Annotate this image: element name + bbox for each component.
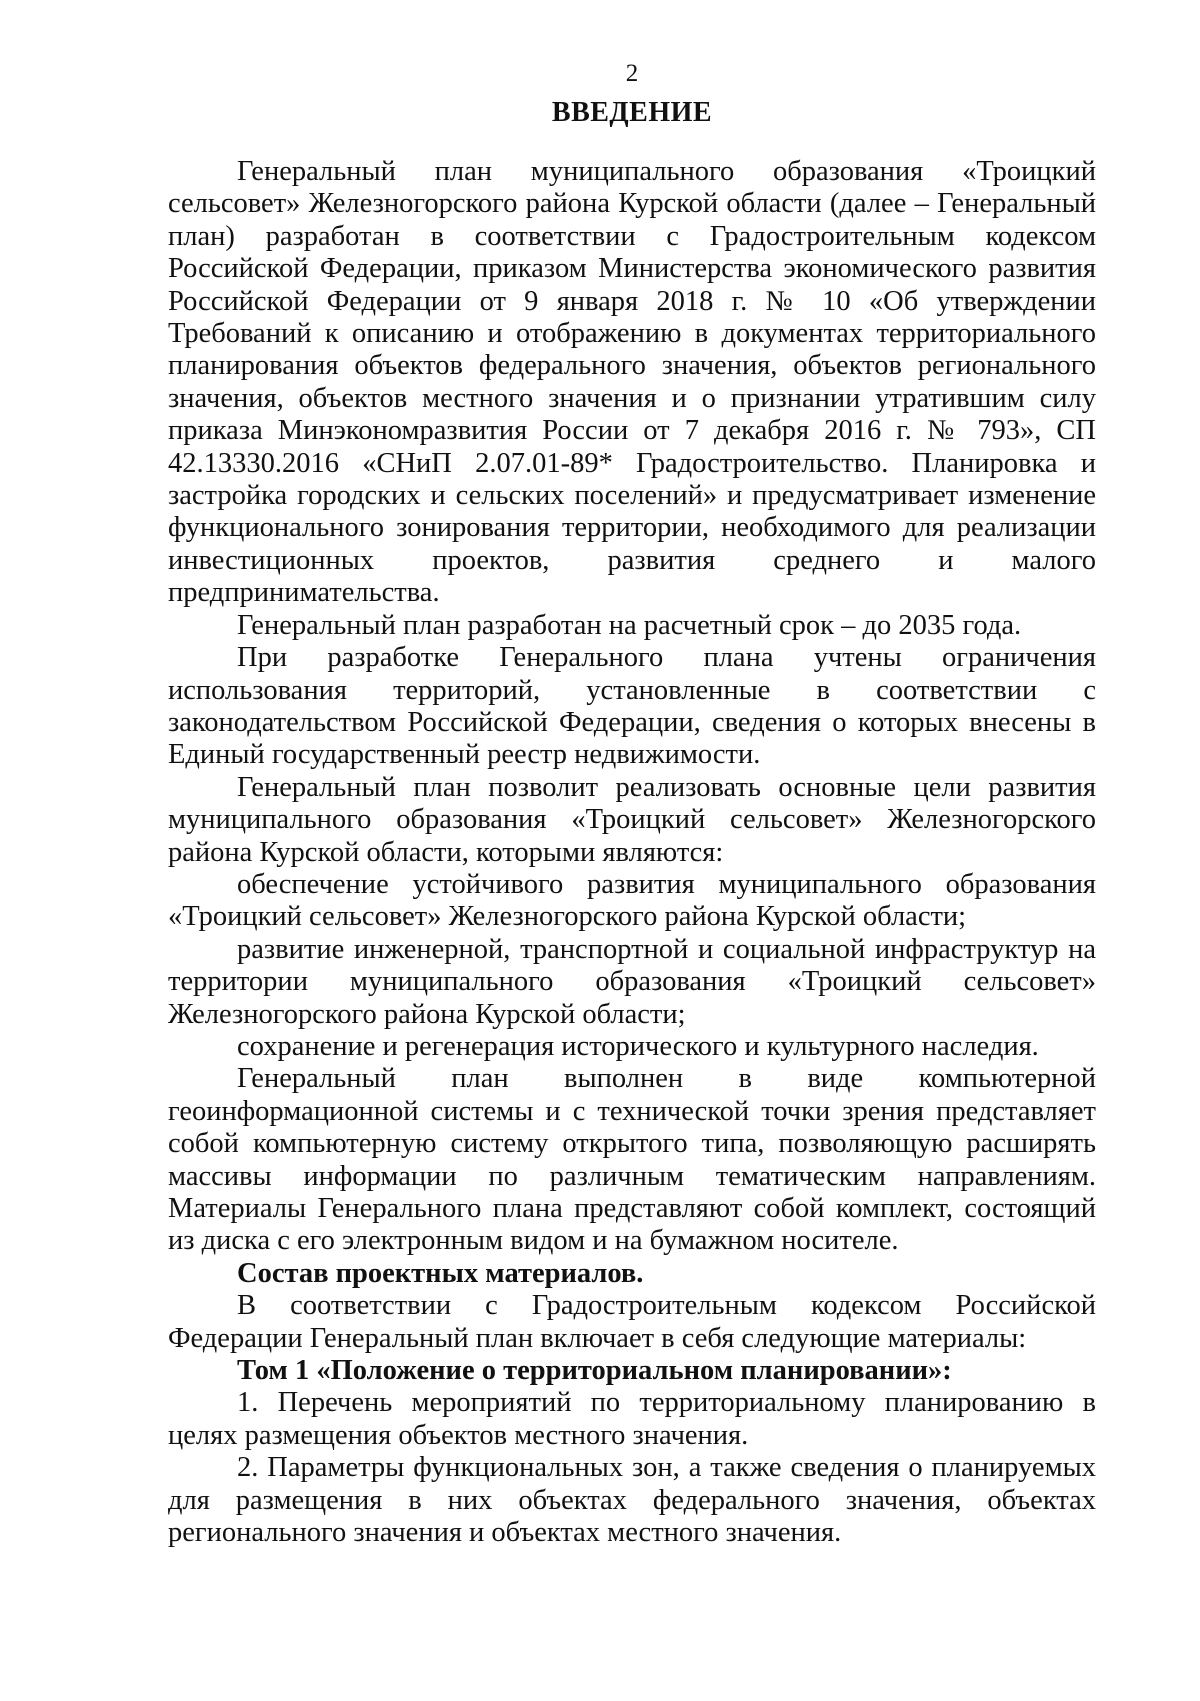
list-item-2: 2. Параметры функциональных зон, а также сведения о планируемых для размещения в них объектах федерального значения, объектах регионального значения и объектах местного значения.: [168, 1452, 1096, 1549]
paragraph-gis: Генеральный план выполнен в виде компьютерной геоинформационной системы и с технической точки зрения представляет собой компьютерную систему открытого типа, позволяющую расширять массивы информации по различным тематическим направлениям. Материалы Генерального плана представляют собой комплект, состоящий из диска с его электронным видом и на бумажном носителе.: [168, 1063, 1096, 1257]
paragraph-term: Генеральный план разработан на расчетный срок – до 2035 года.: [237, 609, 1022, 641]
paragraph-goal-1: обеспечение устойчивого развития муниципального образования «Троицкий сельсовет» Железногорского района Курской области;: [168, 868, 1096, 933]
heading-materials: Состав проектных материалов.: [237, 1257, 644, 1289]
list-item-1: 1. Перечень мероприятий по территориальному планированию в целях размещения объектов местного значения.: [168, 1387, 1096, 1451]
heading-volume-1: Том 1 «Положение о территориальном планировании»:: [237, 1355, 952, 1387]
paragraph-goal-2: развитие инженерной, транспортной и социальной инфраструктур на территории муниципального образования «Троицкий сельсовет» Железногорского района Курской области;: [168, 933, 1096, 1030]
paragraph-materials: В соответствии с Градостроительным кодексом Российской Федерации Генеральный план включает в себя следующие материалы:: [168, 1290, 1096, 1354]
document-page: [168, 58, 1096, 1549]
paragraph-goals: Генеральный план позволит реализовать основные цели развития муниципального образования «Троицкий сельсовет» Железногорского района Курской области, которыми являются:: [168, 771, 1096, 868]
paragraph-restrictions: При разработке Генерального плана учтены ограничения использования территорий, установленные в соответствии с законодательством Российской Федерации, сведения о которых внесены в Единый государственный реестр недвижимости.: [168, 642, 1096, 771]
page-number: 2: [625, 60, 639, 87]
paragraph-goal-3: сохранение и регенерация исторического и культурного наследия.: [237, 1030, 1039, 1062]
paragraph-intro: Генеральный план муниципального образования «Троицкий сельсовет» Железногорского района Курской области (далее – Генеральный план) разработан в соответствии с Градостроительным кодексом Российской Федерации, приказом Министерства экономического развития Российской Федерации от 9 января 2018 г. № 10 «Об утверждении Требований к описанию и отображению в документах территориального планирования объектов федерального значения, объектов регионального значения, объектов местного значения и о признании утратившим силу приказа Минэкономразвития России от 7 декабря 2016 г. № 793», СП 42.13330.2016 «СНиП 2.07.01-89* Градостроительство. Планировка и застройка городских и сельских поселений» и предусматривает изменение функционального зонирования территории, необходимого для реализации инвестиционных проектов, развития среднего и малого предпринимательства.: [168, 156, 1096, 609]
section-title: ВВЕДЕНИЕ: [551, 97, 713, 128]
